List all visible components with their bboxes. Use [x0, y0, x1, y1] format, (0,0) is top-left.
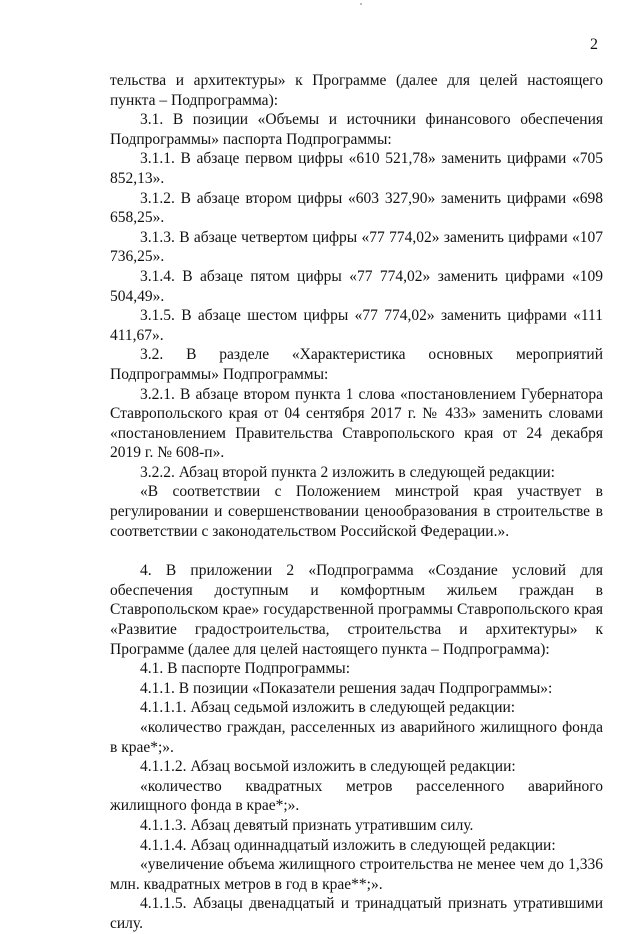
paragraph: 3.1.3. В абзаце четвертом цифры «77 774,02» заменить цифрами «107 736,25».: [110, 228, 603, 266]
paragraph: 4.1.1.5. Абзацы двенадцатый и тринадцатый признать утратившими силу.: [110, 895, 603, 932]
paragraph: 3.2. В разделе «Характеристика основных мероприятий Подпрограммы» Подпрограммы:: [110, 346, 603, 383]
paragraph: 4. В приложении 2 «Подпрограмма «Создание условий для обеспечения доступным и комфортным жильем граждан в Ставропольском крае» государственной программы Ставропольского края «Развитие градостроительства, строительства и архитектуры» к Программе (далее для целей настоящего пункта – Подпрограмма):: [110, 562, 603, 658]
paragraph: «В соответствии с Положением минстрой края участвует в регулировании и совершенствовании ценообразования в строительстве в соответствии с законодательством Российской Федерации.».: [110, 483, 603, 540]
paragraph: 3.1. В позиции «Объемы и источники финансового обеспечения Подпрограммы» паспорта Подпрограммы:: [110, 111, 603, 148]
paragraph: тельства и архитектуры» к Программе (далее для целей настоящего пункта – Подпрограмма):: [110, 72, 603, 109]
paragraph: «увеличение объема жилищного строительства не менее чем до 1,336 млн. квадратных метров в год в крае**;».: [110, 856, 603, 893]
paragraph: 4.1.1. В позиции «Показатели решения задач Подпрограммы»:: [140, 679, 553, 697]
paragraph: 4.1. В паспорте Подпрограммы:: [140, 660, 351, 678]
paragraph: 4.1.1.2. Абзац восьмой изложить в следующей редакции:: [140, 758, 516, 776]
paragraph: 3.1.2. В абзаце втором цифры «603 327,90» заменить цифрами «698 658,25».: [110, 189, 603, 227]
paragraph: 3.1.5. В абзаце шестом цифры «77 774,02» заменить цифрами «111 411,67».: [110, 307, 603, 344]
paragraph: 4.1.1.3. Абзац девятый признать утратившим силу.: [140, 816, 474, 834]
paragraph: 3.2.2. Абзац второй пункта 2 изложить в следующей редакции:: [140, 463, 555, 481]
section-gap: [110, 541, 603, 561]
page-number: 2: [590, 36, 598, 53]
paragraph: «количество квадратных метров расселенного аварийного жилищного фонда в крае*;».: [110, 777, 603, 815]
section-3: [110, 71, 603, 541]
scan-artifact: [360, 3, 362, 5]
paragraph: 3.1.4. В абзаце пятом цифры «77 774,02» заменить цифрами «109 504,49».: [110, 267, 603, 305]
paragraph: 4.1.1.4. Абзац одиннадцатый изложить в следующей редакции:: [140, 836, 556, 854]
paragraph: 3.2.1. В абзаце втором пункта 1 слова «постановлением Губернатора Ставропольского края от 04 сентября 2017 г. № 433» заменить словами «постановлением Правительства Ставропольского края от 24 декабря 2019 г. № 608-п».: [110, 385, 603, 462]
document-body: [110, 71, 603, 934]
paragraph: 4.1.1.1. Абзац седьмой изложить в следующей редакции:: [140, 699, 516, 717]
paragraph: 3.1.1. В абзаце первом цифры «610 521,78» заменить цифрами «705 852,13».: [110, 150, 603, 187]
paragraph: «количество граждан, расселенных из аварийного жилищного фонда в крае*;».: [110, 719, 603, 756]
section-4: [110, 561, 603, 933]
